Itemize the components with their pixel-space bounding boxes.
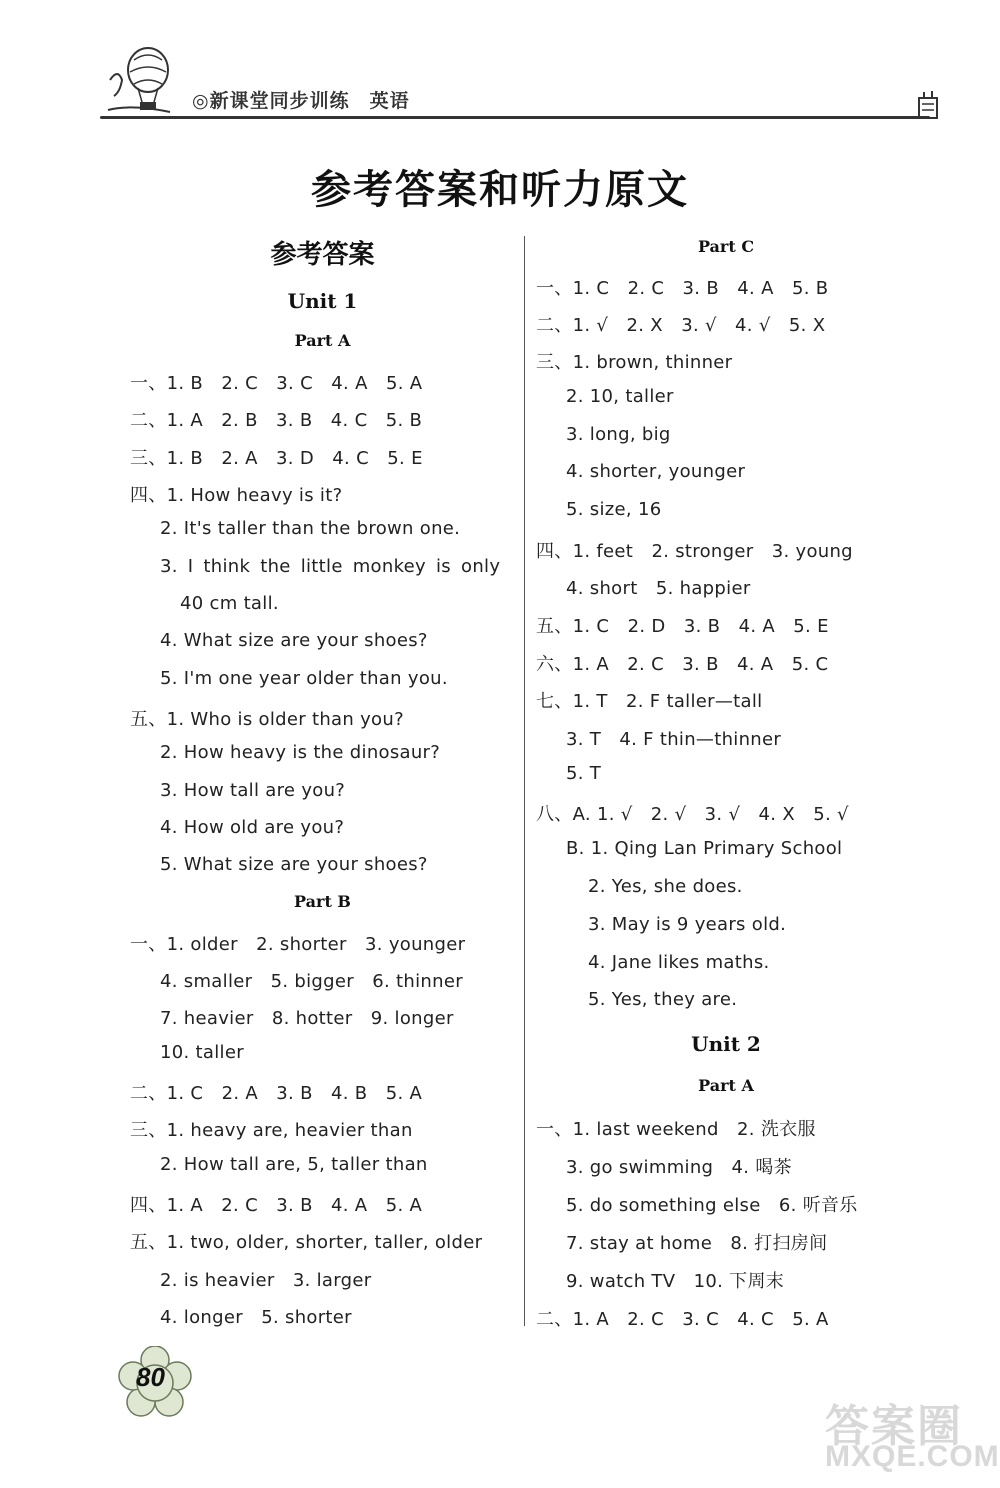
answer-line: 3. May is 9 years old. (588, 914, 787, 935)
answer-line: 2. How heavy is the dinosaur? (160, 742, 441, 763)
answer-line: 四、1. A 2. C 3. B 4. A 5. A (130, 1195, 423, 1216)
part-heading: Part C (697, 237, 755, 256)
watermark-cn: 答案圈 (825, 1401, 963, 1452)
answer-line: 四、1. How heavy is it? (130, 485, 343, 506)
answer-line: 五、1. two, older, shorter, taller, older (130, 1232, 483, 1253)
answer-line: 二、1. A 2. B 3. B 4. C 5. B (130, 410, 423, 431)
page-number: 80 (136, 1362, 165, 1392)
answer-line: 六、1. A 2. C 3. B 4. A 5. C (536, 654, 829, 675)
page-header (0, 0, 1000, 140)
answer-line: 10. taller (160, 1042, 244, 1063)
answer-line: 一、1. older 2. shorter 3. younger (130, 934, 466, 955)
answer-line: 40 cm tall. (180, 593, 279, 614)
answer-line: 2. 10, taller (566, 386, 674, 407)
answer-line: 7. heavier 8. hotter 9. longer (160, 1008, 454, 1029)
answer-line: 四、1. feet 2. stronger 3. young (536, 541, 853, 562)
answer-line: 9. watch TV 10. 下周末 (566, 1271, 785, 1292)
unit-heading: Unit 2 (691, 1032, 761, 1056)
answer-line: 五、1. C 2. D 3. B 4. A 5. E (536, 616, 829, 637)
section-title: 参考答案 (270, 240, 375, 270)
answer-line: 2. is heavier 3. larger (160, 1270, 372, 1291)
answer-line: 二、1. A 2. C 3. C 4. C 5. A (536, 1309, 829, 1330)
book-series-title: ◎新课堂同步训练 英语 (192, 90, 410, 112)
answer-line: 2. It's taller than the brown one. (160, 518, 461, 539)
answer-line: 5. Yes, they are. (588, 989, 738, 1010)
answer-line: 3. How tall are you? (160, 780, 346, 801)
site-watermark (825, 1390, 1000, 1480)
answer-line: 4. short 5. happier (566, 578, 751, 599)
watermark-en: MXQE.COM (825, 1440, 1000, 1473)
pencil-cup-icon (916, 90, 940, 120)
hot-air-balloon-icon (100, 40, 180, 120)
answer-line: 3. long, big (566, 424, 671, 445)
answer-line: 4. longer 5. shorter (160, 1307, 352, 1328)
answer-line: 一、1. last weekend 2. 洗衣服 (536, 1119, 816, 1140)
answer-line: 2. How tall are, 5, taller than (160, 1154, 428, 1175)
answer-line: 3. go swimming 4. 喝茶 (566, 1157, 792, 1178)
answer-line: 三、1. B 2. A 3. D 4. C 5. E (130, 448, 423, 469)
answer-line: 五、1. Who is older than you? (130, 709, 404, 730)
answer-line: 一、1. B 2. C 3. C 4. A 5. A (130, 373, 423, 394)
part-heading: Part B (294, 892, 351, 911)
unit-heading: Unit 1 (287, 289, 358, 313)
answer-line: 一、1. C 2. C 3. B 4. A 5. B (536, 278, 829, 299)
part-heading: Part A (698, 1076, 754, 1095)
header-rule (100, 116, 930, 119)
answer-line: 4. shorter, younger (566, 461, 746, 482)
answer-line: 二、1. √ 2. X 3. √ 4. √ 5. X (536, 315, 826, 336)
answer-line: 5. do something else 6. 听音乐 (566, 1195, 858, 1216)
column-divider (524, 236, 525, 1326)
answer-line: 5. T (566, 763, 602, 784)
answer-line: 2. Yes, she does. (588, 876, 743, 897)
answer-line: B. 1. Qing Lan Primary School (566, 838, 843, 859)
answer-line: 5. What size are your shoes? (160, 854, 428, 875)
answer-line: 八、A. 1. √ 2. √ 3. √ 4. X 5. √ (536, 804, 849, 825)
part-heading: Part A (294, 331, 351, 350)
answer-line: 3. I think the little monkey is only (160, 556, 501, 577)
answer-line: 4. Jane likes maths. (588, 952, 770, 973)
answer-line: 七、1. T 2. F taller—tall (536, 691, 763, 712)
answer-line: 5. size, 16 (566, 499, 662, 520)
answer-line: 3. T 4. F thin—thinner (566, 729, 782, 750)
page-title: 参考答案和听力原文 (311, 166, 689, 213)
answer-line: 三、1. heavy are, heavier than (130, 1120, 413, 1141)
answer-line: 4. How old are you? (160, 817, 345, 838)
answer-line: 4. smaller 5. bigger 6. thinner (160, 971, 463, 992)
answer-line: 7. stay at home 8. 打扫房间 (566, 1233, 828, 1254)
answer-line: 二、1. C 2. A 3. B 4. B 5. A (130, 1083, 423, 1104)
answer-line: 三、1. brown, thinner (536, 352, 733, 373)
answer-line: 4. What size are your shoes? (160, 630, 428, 651)
answer-line: 5. I'm one year older than you. (160, 668, 448, 689)
